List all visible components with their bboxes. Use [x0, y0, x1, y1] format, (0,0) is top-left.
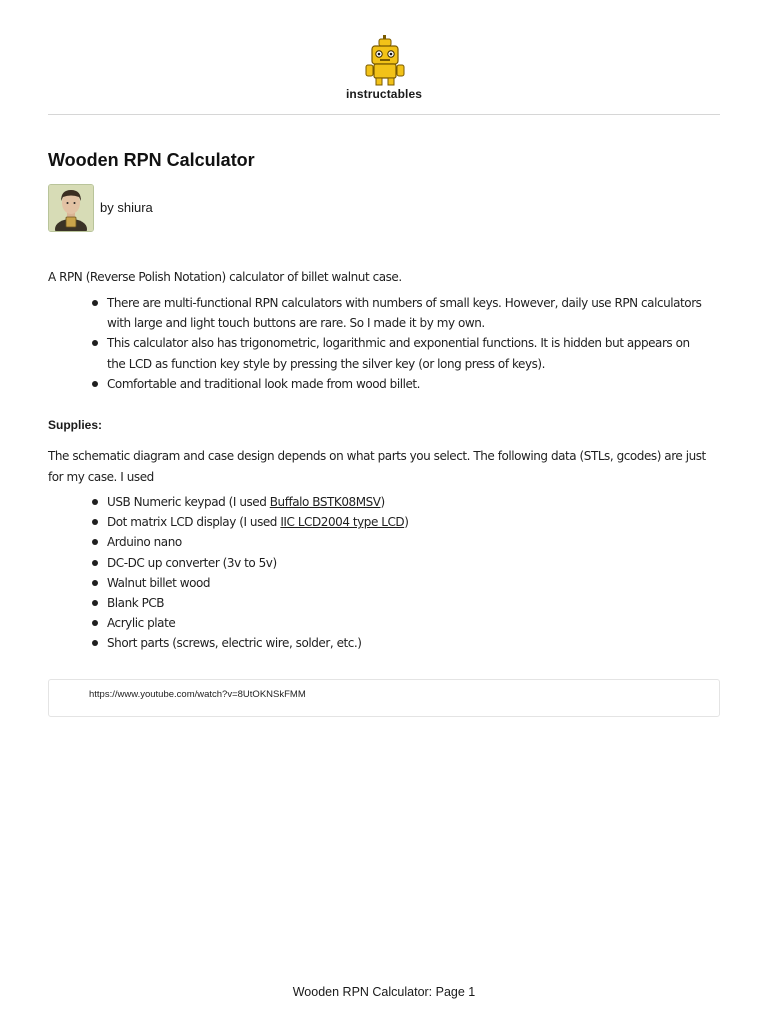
- item-text: USB Numeric keypad (I used: [107, 495, 270, 509]
- author-name[interactable]: by shiura: [100, 200, 153, 215]
- list-item: Acrylic plate: [90, 613, 710, 633]
- lcd-display-link[interactable]: IIC LCD2004 type LCD: [280, 515, 405, 530]
- list-item: Walnut billet wood: [90, 573, 710, 593]
- page-footer: Wooden RPN Calculator: Page 1: [292, 985, 476, 999]
- list-item: Blank PCB: [90, 593, 710, 613]
- header-divider: [48, 114, 720, 115]
- supplies-list: [90, 492, 710, 654]
- supplies-paragraph: The schematic diagram and case design depends on what parts you select. The following data (STLs, gcodes) are just for my case. I used: [48, 449, 706, 484]
- list-item: Comfortable and traditional look made from wood billet.: [90, 374, 710, 394]
- list-item: Short parts (screws, electric wire, solder, etc.): [90, 633, 710, 653]
- page-header: [0, 0, 768, 116]
- supplies-heading: Supplies:: [48, 418, 103, 432]
- brand-name[interactable]: instructables: [346, 87, 422, 101]
- video-url[interactable]: https://www.youtube.com/watch?v=8UtOKNSkFMM: [89, 689, 306, 700]
- list-item: [90, 492, 710, 512]
- author-avatar[interactable]: [48, 184, 94, 232]
- item-text: ): [380, 495, 385, 509]
- item-text: ): [404, 515, 409, 530]
- item-text: Dot matrix LCD display (I used: [107, 515, 281, 530]
- list-item: There are multi-functional RPN calculators with numbers of small keys. However, daily use RPN calculators with large and light touch buttons are rare. So I made it by my own.: [90, 293, 710, 333]
- page-title: Wooden RPN Calculator: [48, 150, 255, 170]
- list-item: [90, 512, 710, 532]
- intro-bullet-list: [90, 293, 710, 394]
- list-item: This calculator also has trigonometric, logarithmic and exponential functions. It is hidden but appears on the LCD as function key style by pressing the silver key (or long press of keys).: [90, 333, 710, 373]
- instructables-robot-icon[interactable]: [362, 34, 408, 86]
- intro-paragraph: A RPN (Reverse Polish Notation) calculator of billet walnut case.: [48, 270, 402, 284]
- buffalo-keypad-link[interactable]: Buffalo BSTK08MSV: [269, 495, 381, 509]
- video-embed-box[interactable]: [48, 679, 720, 717]
- list-item: DC-DC up converter (3v to 5v): [90, 553, 710, 573]
- list-item: Arduino nano: [90, 532, 710, 552]
